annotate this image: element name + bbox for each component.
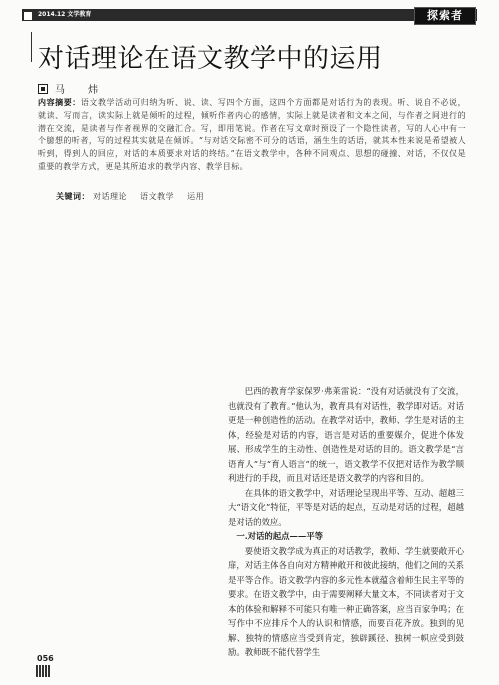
abstract — [38, 96, 466, 174]
column-badge: 探索者 — [414, 7, 476, 25]
body-paragraph: 要使语文教学成为真正的对话教学，教师、学生就要敞开心扉，对话主体各自向对方精神敞开和彼此接纳，他们之间的关系是平等合作。语文教学内容的多元性本就蕴含着师生民主平等的要求。在语文教学中，由于需要阐释大量文本，不同读者对于文本的体验和解释不可能只有唯一种正确答案，应当百家争鸣；在写作中不应排斥个人的认识和情感，而要百花齐放。独到的见解、独特的情感应当受到肯定，独辟蹊径、独树一帜应受到鼓励。教师既不能代替学生 — [228, 545, 464, 657]
author-marker-icon — [38, 84, 48, 94]
keyword-item: 语文教学 — [140, 192, 175, 201]
abstract-text: 语文教学活动可归纳为听、说、读、写四个方面，这四个方面都是对话行为的表现。听、说自不必说，就读、写而言，读实际上就是倾听的过程，倾听作者内心的感情，实际上就是读者和文本之间，与作者之间进行的潜在交流，是读者与作者视界的交融汇合。写，即用笔说。作者在写文章时预设了一个隐性读者，写的人心中有一个臆想的听者，写的过程其实就是在倾诉。“与对话交际密不可分的话语，涵生生的话语，就其本性来说是希望被人听到，得到人的回应，对话的本质要求对话的终结。”在语文教学中，各种不同观点、思想的碰撞、对话，不仅仅是重要的教学方式，更是其所追求的教学内容、教学目标。 — [38, 98, 467, 171]
body-paragraph: 在具体的语文教学中，对话理论呈现出平等、互动、超越三大“语文化”特征，平等是对话的起点，互动是对话的过程，超越是对话的效应。 — [228, 487, 464, 527]
keywords-label: 关键词： — [56, 191, 90, 201]
title-rule — [31, 32, 32, 62]
page-number: 056 — [37, 654, 54, 663]
keyword-item: 运用 — [187, 192, 205, 201]
section-heading: 一.对话的起点——平等 — [236, 531, 324, 541]
issue-label: 2014.12 文学教育 — [38, 11, 92, 18]
author-name: 马 炜 — [55, 85, 109, 96]
page-title: 对话理论在语文教学中的运用 — [38, 44, 383, 74]
body-column — [228, 384, 464, 660]
barcode-mark — [36, 665, 50, 677]
body-paragraph: 巴西的教育学家保罗·弗莱雷说：“没有对话就没有了交流，也就没有了教育。”他认为，教育具有对话性，教学即对话。对话更是一种创造性的活动。在教学对话中，教师、学生是对话的主体，经验是对话的内容，语言是对话的重要媒介，促进个体发展、形成学生的主动性、创造性是对话的目的。语文教学是“言语育人”与“育人语言”的统一，语文教学不仅把对话作为教学顺利进行的手段，而且对话还是语文教学的内容和目的。 — [228, 386, 464, 483]
abstract-label: 内容摘要： — [38, 97, 81, 107]
keywords — [56, 191, 214, 202]
keyword-item: 对话理论 — [93, 192, 128, 201]
header-tab-mark — [24, 12, 32, 20]
